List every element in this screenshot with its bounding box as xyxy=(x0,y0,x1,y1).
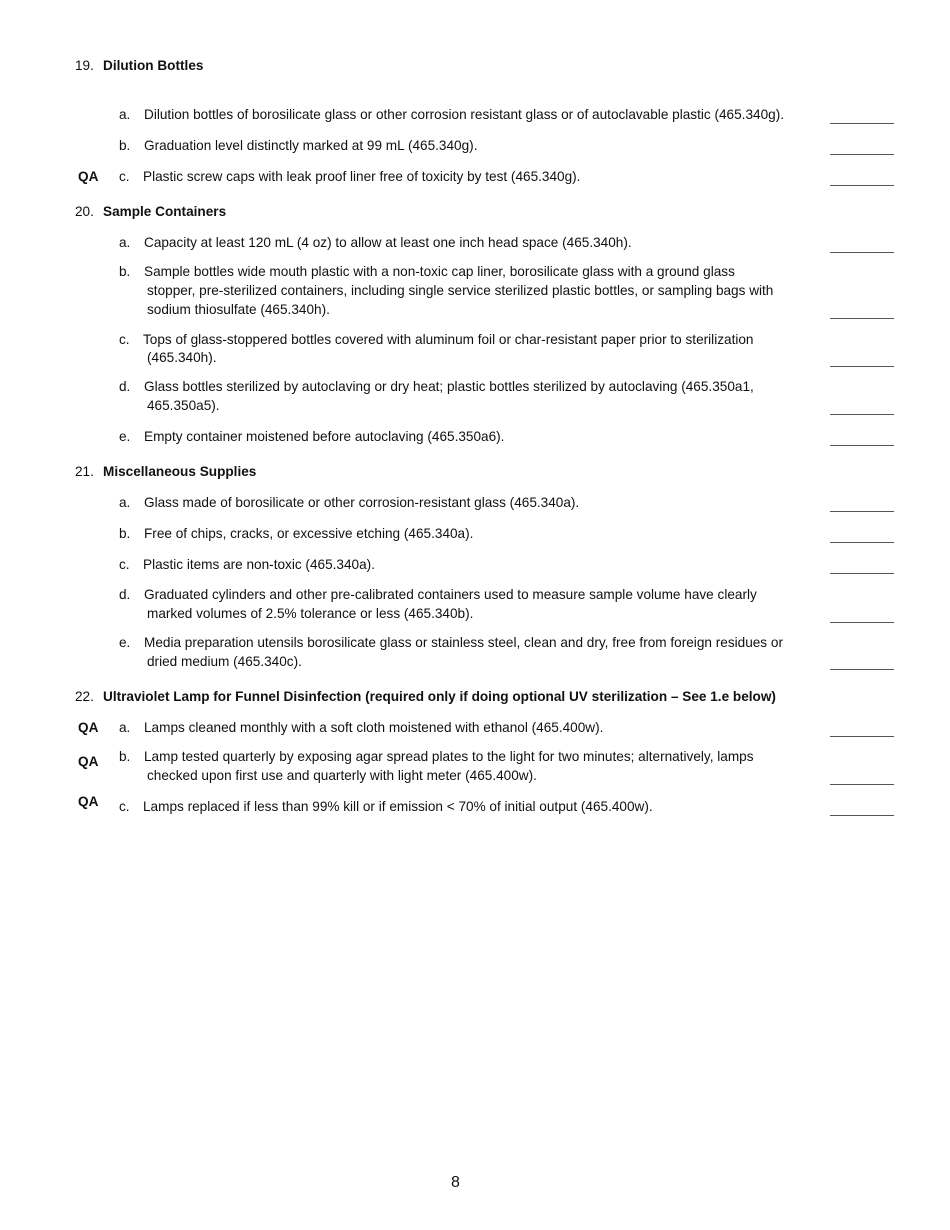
item-letter: a. xyxy=(119,235,131,250)
item-text: Capacity at least 120 mL (4 oz) to allow at least one inch head space (465.340h). xyxy=(144,235,632,250)
item-letter: e. xyxy=(119,635,131,650)
item-text: Glass bottles sterilized by autoclaving or dry heat; plastic bottles sterilized by autoclaving (465.350a1, xyxy=(144,379,754,394)
item-text: Dilution bottles of borosilicate glass or other corrosion resistant glass or of autoclavable plastic (465.340g). xyxy=(144,107,784,122)
section-number: 19. xyxy=(75,58,94,73)
item-letter: b. xyxy=(119,526,131,541)
qa-marker: QA xyxy=(78,169,99,184)
item-text: Graduated cylinders and other pre-calibrated containers used to measure sample volume have clearly xyxy=(144,587,757,602)
checklist-blank-line[interactable] xyxy=(830,154,894,155)
checklist-blank-line[interactable] xyxy=(830,511,894,512)
checklist-blank-line[interactable] xyxy=(830,185,894,186)
item-text: checked upon first use and quarterly with light meter (465.400w). xyxy=(147,768,537,783)
checklist-blank-line[interactable] xyxy=(830,573,894,574)
item-text: Free of chips, cracks, or excessive etching (465.340a). xyxy=(144,526,474,541)
item-text: marked volumes of 2.5% tolerance or less (465.340b). xyxy=(147,606,474,621)
page-number: 8 xyxy=(451,1174,460,1191)
checklist-blank-line[interactable] xyxy=(830,669,894,670)
checklist-blank-line[interactable] xyxy=(830,736,894,737)
item-text: (465.340h). xyxy=(147,350,217,365)
checklist-blank-line[interactable] xyxy=(830,123,894,124)
item-text: Lamps replaced if less than 99% kill or if emission < 70% of initial output (465.400w). xyxy=(143,799,653,814)
item-letter: d. xyxy=(119,379,131,394)
item-text: Media preparation utensils borosilicate glass or stainless steel, clean and dry, free from foreign residues or xyxy=(144,635,783,650)
section-title: Sample Containers xyxy=(103,204,227,219)
qa-marker: QA xyxy=(78,720,99,735)
checklist-blank-line[interactable] xyxy=(830,815,894,816)
item-letter: c. xyxy=(119,799,130,814)
checklist-blank-line[interactable] xyxy=(830,622,894,623)
item-text: Lamps cleaned monthly with a soft cloth moistened with ethanol (465.400w). xyxy=(144,720,604,735)
item-letter: e. xyxy=(119,429,131,444)
item-text: Sample bottles wide mouth plastic with a non-toxic cap liner, borosilicate glass with a ground glass xyxy=(144,264,735,279)
item-text: stopper, pre-sterilized containers, including single service sterilized plastic bottles, or sampling bags with xyxy=(147,283,774,298)
section-title: Ultraviolet Lamp for Funnel Disinfection (required only if doing optional UV sterilization – See 1.e below) xyxy=(103,689,776,704)
section-number: 22. xyxy=(75,689,94,704)
item-letter: d. xyxy=(119,587,131,602)
item-text: Plastic screw caps with leak proof liner free of toxicity by test (465.340g). xyxy=(143,169,581,184)
section-title: Dilution Bottles xyxy=(103,58,204,73)
qa-marker: QA xyxy=(78,754,99,769)
checklist-blank-line[interactable] xyxy=(830,252,894,253)
section-number: 20. xyxy=(75,204,94,219)
checklist-blank-line[interactable] xyxy=(830,784,894,785)
item-text: dried medium (465.340c). xyxy=(147,654,302,669)
item-text: sodium thiosulfate (465.340h). xyxy=(147,302,330,317)
item-text: Plastic items are non-toxic (465.340a). xyxy=(143,557,375,572)
item-letter: a. xyxy=(119,107,131,122)
section-title: Miscellaneous Supplies xyxy=(103,464,257,479)
item-text: Empty container moistened before autoclaving (465.350a6). xyxy=(144,429,505,444)
item-text: Tops of glass-stoppered bottles covered with aluminum foil or char-resistant paper prior to sterilization xyxy=(143,332,754,347)
item-letter: b. xyxy=(119,138,131,153)
qa-marker: QA xyxy=(78,794,99,809)
item-letter: c. xyxy=(119,169,130,184)
item-letter: a. xyxy=(119,495,131,510)
item-text: Lamp tested quarterly by exposing agar spread plates to the light for two minutes; alternatively, lamps xyxy=(144,749,754,764)
checklist-blank-line[interactable] xyxy=(830,366,894,367)
checklist-blank-line[interactable] xyxy=(830,318,894,319)
section-number: 21. xyxy=(75,464,94,479)
item-text: 465.350a5). xyxy=(147,398,220,413)
item-text: Glass made of borosilicate or other corrosion-resistant glass (465.340a). xyxy=(144,495,580,510)
item-letter: c. xyxy=(119,557,130,572)
item-letter: c. xyxy=(119,332,130,347)
checklist-blank-line[interactable] xyxy=(830,542,894,543)
checklist-blank-line[interactable] xyxy=(830,414,894,415)
item-letter: b. xyxy=(119,749,131,764)
item-letter: b. xyxy=(119,264,131,279)
item-text: Graduation level distinctly marked at 99 mL (465.340g). xyxy=(144,138,478,153)
checklist-blank-line[interactable] xyxy=(830,445,894,446)
item-letter: a. xyxy=(119,720,131,735)
